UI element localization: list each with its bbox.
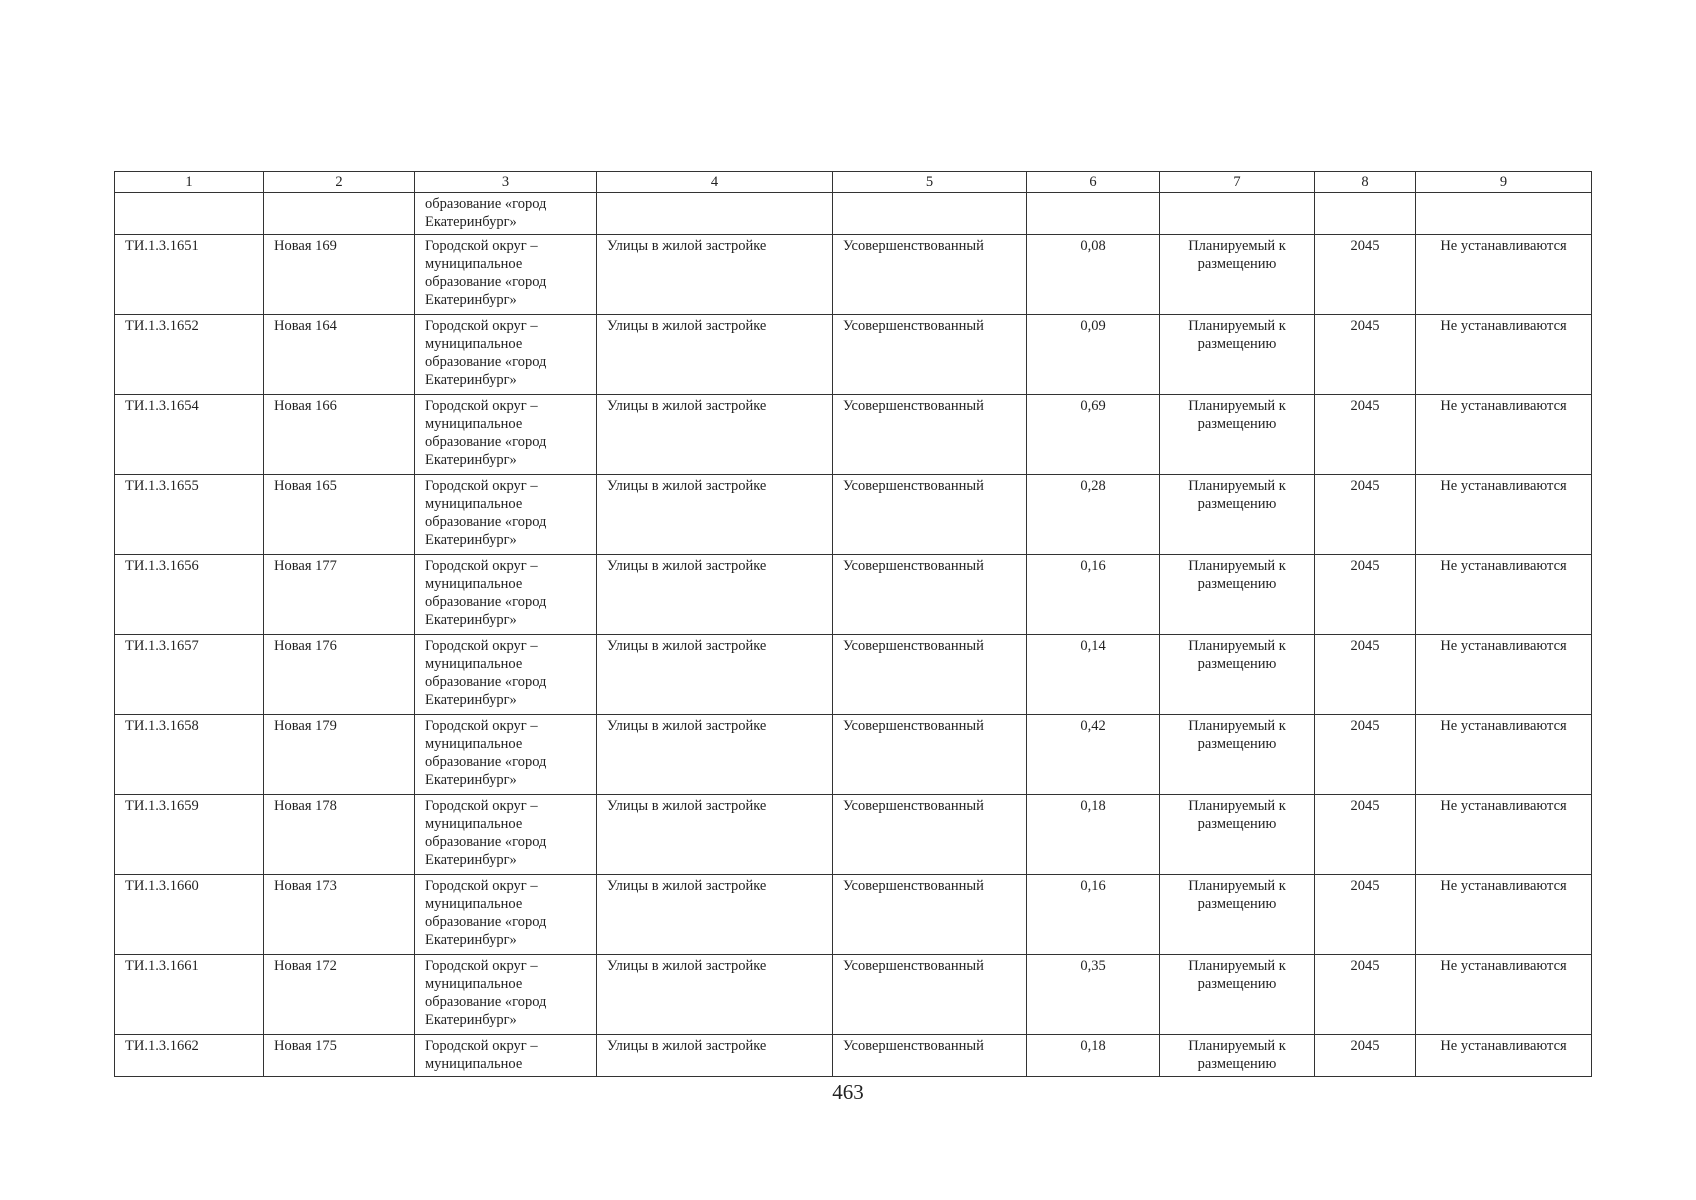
data-table (114, 171, 1592, 1077)
cell-status: Планируемый к размещению (1160, 315, 1315, 395)
cell-code: ТИ.1.3.1656 (115, 555, 264, 635)
table-row (115, 315, 1592, 395)
cell-status: Планируемый к размещению (1160, 395, 1315, 475)
cell-restrictions: Не устанавливаются (1416, 795, 1592, 875)
cell-name: Новая 165 (264, 475, 415, 555)
cell-length: 0,18 (1027, 1035, 1160, 1077)
cell-category: Улицы в жилой застройке (597, 395, 833, 475)
cell-municipality: Городской округ – муниципальное образование «город Екатеринбург» (415, 395, 597, 475)
cell-surface-type: Усовершенствованный (833, 635, 1027, 715)
cell-status: Планируемый к размещению (1160, 1035, 1315, 1077)
cell-municipality: Городской округ – муниципальное образование «город Екатеринбург» (415, 475, 597, 555)
table-cell (115, 193, 264, 235)
header-row (115, 172, 1592, 193)
cell-surface-type: Усовершенствованный (833, 955, 1027, 1035)
page-number: 463 (832, 1080, 864, 1104)
cell-municipality: Городской округ – муниципальное образование «город Екатеринбург» (415, 955, 597, 1035)
cell-restrictions: Не устанавливаются (1416, 555, 1592, 635)
cell-restrictions: Не устанавливаются (1416, 395, 1592, 475)
cell-code: ТИ.1.3.1662 (115, 1035, 264, 1077)
cell-status: Планируемый к размещению (1160, 795, 1315, 875)
cell-code: ТИ.1.3.1659 (115, 795, 264, 875)
table-cell: образование «город Екатеринбург» (415, 193, 597, 235)
cell-surface-type: Усовершенствованный (833, 395, 1027, 475)
cell-category: Улицы в жилой застройке (597, 555, 833, 635)
cell-name: Новая 175 (264, 1035, 415, 1077)
column-header: 9 (1416, 172, 1592, 193)
cell-category: Улицы в жилой застройке (597, 875, 833, 955)
cell-year: 2045 (1315, 715, 1416, 795)
cell-code: ТИ.1.3.1660 (115, 875, 264, 955)
cell-name: Новая 169 (264, 235, 415, 315)
cell-municipality: Городской округ – муниципальное (415, 1035, 597, 1077)
cell-category: Улицы в жилой застройке (597, 1035, 833, 1077)
cell-name: Новая 173 (264, 875, 415, 955)
cell-category: Улицы в жилой застройке (597, 475, 833, 555)
cell-year: 2045 (1315, 395, 1416, 475)
cell-length: 0,09 (1027, 315, 1160, 395)
cell-status: Планируемый к размещению (1160, 555, 1315, 635)
cell-length: 0,28 (1027, 475, 1160, 555)
cell-code: ТИ.1.3.1651 (115, 235, 264, 315)
cell-municipality: Городской округ – муниципальное образование «город Екатеринбург» (415, 795, 597, 875)
cell-year: 2045 (1315, 795, 1416, 875)
cell-year: 2045 (1315, 955, 1416, 1035)
cell-surface-type: Усовершенствованный (833, 475, 1027, 555)
cell-restrictions: Не устанавливаются (1416, 475, 1592, 555)
cell-length: 0,16 (1027, 875, 1160, 955)
cell-code: ТИ.1.3.1657 (115, 635, 264, 715)
cell-restrictions: Не устанавливаются (1416, 715, 1592, 795)
table-cell (1027, 193, 1160, 235)
table-row (115, 1035, 1592, 1077)
cell-code: ТИ.1.3.1654 (115, 395, 264, 475)
cell-year: 2045 (1315, 875, 1416, 955)
cell-name: Новая 178 (264, 795, 415, 875)
cell-category: Улицы в жилой застройке (597, 315, 833, 395)
cell-surface-type: Усовершенствованный (833, 235, 1027, 315)
cell-code: ТИ.1.3.1658 (115, 715, 264, 795)
cell-year: 2045 (1315, 555, 1416, 635)
cell-surface-type: Усовершенствованный (833, 875, 1027, 955)
column-header: 3 (415, 172, 597, 193)
cell-name: Новая 166 (264, 395, 415, 475)
column-header: 4 (597, 172, 833, 193)
cell-length: 0,14 (1027, 635, 1160, 715)
table-row (115, 955, 1592, 1035)
cell-surface-type: Усовершенствованный (833, 1035, 1027, 1077)
table-row (115, 795, 1592, 875)
column-header: 7 (1160, 172, 1315, 193)
cell-municipality: Городской округ – муниципальное образование «город Екатеринбург» (415, 875, 597, 955)
table-row (115, 235, 1592, 315)
cell-year: 2045 (1315, 475, 1416, 555)
cell-length: 0,69 (1027, 395, 1160, 475)
table-cell (597, 193, 833, 235)
cell-name: Новая 177 (264, 555, 415, 635)
cell-length: 0,08 (1027, 235, 1160, 315)
cell-municipality: Городской округ – муниципальное образование «город Екатеринбург» (415, 235, 597, 315)
table-row (115, 555, 1592, 635)
cell-code: ТИ.1.3.1652 (115, 315, 264, 395)
cell-surface-type: Усовершенствованный (833, 715, 1027, 795)
cell-status: Планируемый к размещению (1160, 235, 1315, 315)
column-header: 1 (115, 172, 264, 193)
cell-length: 0,35 (1027, 955, 1160, 1035)
table-row (115, 475, 1592, 555)
table-row (115, 635, 1592, 715)
cell-name: Новая 179 (264, 715, 415, 795)
column-header: 8 (1315, 172, 1416, 193)
table-row (115, 875, 1592, 955)
cell-municipality: Городской округ – муниципальное образование «город Екатеринбург» (415, 555, 597, 635)
cell-year: 2045 (1315, 235, 1416, 315)
cell-length: 0,16 (1027, 555, 1160, 635)
cell-code: ТИ.1.3.1661 (115, 955, 264, 1035)
cell-status: Планируемый к размещению (1160, 635, 1315, 715)
cell-code: ТИ.1.3.1655 (115, 475, 264, 555)
cell-municipality: Городской округ – муниципальное образование «город Екатеринбург» (415, 635, 597, 715)
cell-category: Улицы в жилой застройке (597, 235, 833, 315)
cell-restrictions: Не устанавливаются (1416, 875, 1592, 955)
cell-name: Новая 176 (264, 635, 415, 715)
cell-status: Планируемый к размещению (1160, 715, 1315, 795)
cell-category: Улицы в жилой застройке (597, 715, 833, 795)
table-row (115, 395, 1592, 475)
cell-restrictions: Не устанавливаются (1416, 955, 1592, 1035)
cell-restrictions: Не устанавливаются (1416, 315, 1592, 395)
table-cell (833, 193, 1027, 235)
cell-length: 0,18 (1027, 795, 1160, 875)
cell-municipality: Городской округ – муниципальное образование «город Екатеринбург» (415, 315, 597, 395)
cell-surface-type: Усовершенствованный (833, 555, 1027, 635)
cell-status: Планируемый к размещению (1160, 475, 1315, 555)
continuation-row (115, 193, 1592, 235)
cell-restrictions: Не устанавливаются (1416, 235, 1592, 315)
cell-year: 2045 (1315, 315, 1416, 395)
table-cell (264, 193, 415, 235)
cell-category: Улицы в жилой застройке (597, 795, 833, 875)
cell-status: Планируемый к размещению (1160, 875, 1315, 955)
cell-name: Новая 172 (264, 955, 415, 1035)
table-cell (1416, 193, 1592, 235)
cell-municipality: Городской округ – муниципальное образование «город Екатеринбург» (415, 715, 597, 795)
cell-year: 2045 (1315, 1035, 1416, 1077)
column-header: 5 (833, 172, 1027, 193)
cell-surface-type: Усовершенствованный (833, 315, 1027, 395)
cell-status: Планируемый к размещению (1160, 955, 1315, 1035)
cell-length: 0,42 (1027, 715, 1160, 795)
cell-name: Новая 164 (264, 315, 415, 395)
column-header: 6 (1027, 172, 1160, 193)
cell-category: Улицы в жилой застройке (597, 635, 833, 715)
table-cell (1315, 193, 1416, 235)
table-cell (1160, 193, 1315, 235)
cell-year: 2045 (1315, 635, 1416, 715)
cell-restrictions: Не устанавливаются (1416, 635, 1592, 715)
cell-surface-type: Усовершенствованный (833, 795, 1027, 875)
column-header: 2 (264, 172, 415, 193)
cell-restrictions: Не устанавливаются (1416, 1035, 1592, 1077)
cell-category: Улицы в жилой застройке (597, 955, 833, 1035)
table-row (115, 715, 1592, 795)
